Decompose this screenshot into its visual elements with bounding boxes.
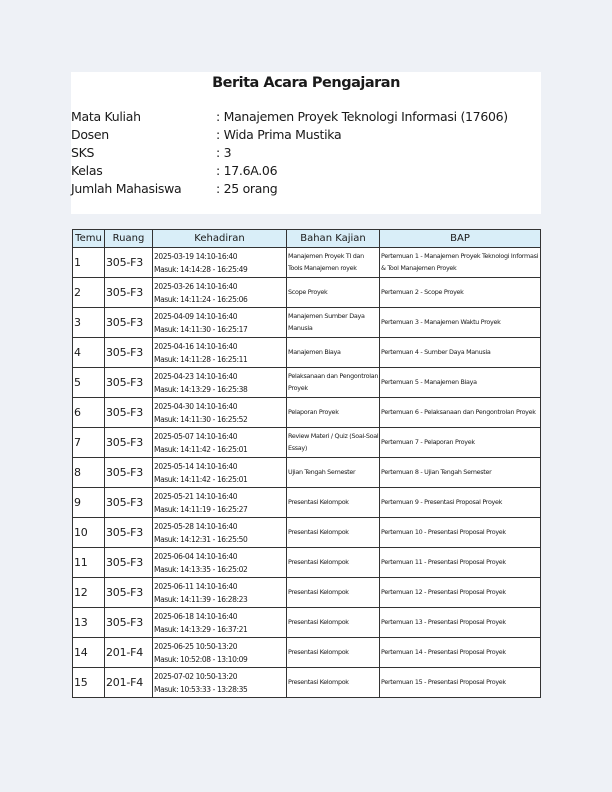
cell-kehadiran — [153, 578, 287, 608]
attendance-time: Masuk: 14:13:29 - 16:37:21 — [154, 624, 248, 634]
column-header-ruang: Ruang — [105, 230, 153, 248]
cell-bahan-kajian: Pelaporan Proyek — [287, 398, 380, 428]
cell-kehadiran — [153, 428, 287, 458]
attendance-time: Masuk: 14:11:30 - 16:25:52 — [154, 414, 248, 424]
cell-temu: 5 — [73, 368, 105, 398]
table-row — [73, 458, 541, 488]
cell-kehadiran — [153, 638, 287, 668]
cell-ruang: 305-F3 — [105, 488, 153, 518]
schedule-time: 2025-07-02 10:50-13:20 — [154, 671, 238, 681]
schedule-time: 2025-04-30 14:10-16:40 — [154, 401, 238, 411]
cell-temu: 11 — [73, 548, 105, 578]
cell-bap: Pertemuan 5 - Manajemen Biaya — [380, 368, 541, 398]
cell-bahan-kajian: Presentasi Kelompok — [287, 488, 380, 518]
cell-bahan-kajian: Presentasi Kelompok — [287, 518, 380, 548]
document-title: Berita Acara Pengajaran — [212, 75, 400, 91]
cell-temu: 10 — [73, 518, 105, 548]
table-header-row — [73, 230, 541, 248]
cell-kehadiran — [153, 518, 287, 548]
attendance-time: Masuk: 14:11:24 - 16:25:06 — [154, 294, 248, 304]
table-row — [73, 428, 541, 458]
attendance-time: Masuk: 14:12:31 - 16:25:50 — [154, 534, 248, 544]
cell-kehadiran — [153, 668, 287, 698]
schedule-time: 2025-03-19 14:10-16:40 — [154, 251, 238, 261]
cell-bahan-kajian: Presentasi Kelompok — [287, 638, 380, 668]
cell-bahan-kajian: Presentasi Kelompok — [287, 578, 380, 608]
info-label: Jumlah Mahasiswa — [71, 181, 182, 196]
cell-temu: 12 — [73, 578, 105, 608]
column-header-bap: BAP — [380, 230, 541, 248]
cell-bap: Pertemuan 8 - Ujian Tengah Semester — [380, 458, 541, 488]
cell-bahan-kajian: Presentasi Kelompok — [287, 608, 380, 638]
cell-temu: 7 — [73, 428, 105, 458]
cell-temu: 2 — [73, 278, 105, 308]
schedule-time: 2025-05-28 14:10-16:40 — [154, 521, 238, 531]
table-row — [73, 368, 541, 398]
schedule-time: 2025-03-26 14:10-16:40 — [154, 281, 238, 291]
cell-ruang: 305-F3 — [105, 518, 153, 548]
schedule-time: 2025-05-07 14:10-16:40 — [154, 431, 238, 441]
table-row — [73, 518, 541, 548]
cell-bahan-kajian: Review Materi / Quiz (Soal-Soal Essay) — [287, 428, 380, 458]
cell-kehadiran — [153, 398, 287, 428]
table-row — [73, 488, 541, 518]
info-label: Dosen — [71, 127, 109, 142]
attendance-time: Masuk: 14:13:29 - 16:25:38 — [154, 384, 248, 394]
attendance-time: Masuk: 14:11:28 - 16:25:11 — [154, 354, 248, 364]
cell-temu: 6 — [73, 398, 105, 428]
cell-temu: 14 — [73, 638, 105, 668]
attendance-time: Masuk: 14:11:30 - 16:25:17 — [154, 324, 248, 334]
cell-kehadiran — [153, 608, 287, 638]
cell-ruang: 305-F3 — [105, 398, 153, 428]
cell-kehadiran — [153, 458, 287, 488]
schedule-time: 2025-04-09 14:10-16:40 — [154, 311, 238, 321]
cell-kehadiran — [153, 548, 287, 578]
info-value: : Manajemen Proyek Teknologi Informasi (17606) — [216, 109, 508, 124]
info-label: SKS — [71, 145, 95, 160]
table-row — [73, 338, 541, 368]
table-row — [73, 308, 541, 338]
cell-kehadiran — [153, 248, 287, 278]
info-row-mata-kuliah — [71, 108, 508, 126]
cell-bahan-kajian: Presentasi Kelompok — [287, 668, 380, 698]
cell-temu: 8 — [73, 458, 105, 488]
column-header-temu: Temu — [73, 230, 105, 248]
info-label: Kelas — [71, 163, 103, 178]
table-row — [73, 398, 541, 428]
info-row-jumlah-mahasiswa — [71, 180, 508, 198]
info-value: : 3 — [216, 145, 232, 160]
cell-temu: 13 — [73, 608, 105, 638]
attendance-table — [72, 229, 541, 698]
attendance-time: Masuk: 14:14:28 - 16:25:49 — [154, 264, 248, 274]
info-value: : 25 orang — [216, 181, 278, 196]
cell-bap: Pertemuan 4 - Sumber Daya Manusia — [380, 338, 541, 368]
cell-kehadiran — [153, 368, 287, 398]
cell-ruang: 305-F3 — [105, 458, 153, 488]
cell-temu: 1 — [73, 248, 105, 278]
cell-bap: Pertemuan 10 - Presentasi Proposal Proyek — [380, 518, 541, 548]
cell-ruang: 305-F3 — [105, 308, 153, 338]
cell-ruang: 305-F3 — [105, 608, 153, 638]
cell-ruang: 201-F4 — [105, 668, 153, 698]
cell-bahan-kajian: Scope Proyek — [287, 278, 380, 308]
cell-ruang: 305-F3 — [105, 428, 153, 458]
schedule-time: 2025-04-23 14:10-16:40 — [154, 371, 238, 381]
cell-bahan-kajian: Ujian Tengah Semester — [287, 458, 380, 488]
table-row — [73, 278, 541, 308]
cell-kehadiran — [153, 488, 287, 518]
cell-temu: 3 — [73, 308, 105, 338]
table-row — [73, 578, 541, 608]
cell-kehadiran — [153, 338, 287, 368]
cell-temu: 9 — [73, 488, 105, 518]
attendance-time: Masuk: 10:53:33 - 13:28:35 — [154, 684, 248, 694]
table-body — [73, 248, 541, 698]
cell-bap: Pertemuan 15 - Presentasi Proposal Proyek — [380, 668, 541, 698]
schedule-time: 2025-05-21 14:10-16:40 — [154, 491, 238, 501]
info-value: : 17.6A.06 — [216, 163, 278, 178]
cell-bap: Pertemuan 12 - Presentasi Proposal Proyek — [380, 578, 541, 608]
cell-bahan-kajian: Manajemen Proyek TI dan Tools Manajemen royek — [287, 248, 380, 278]
cell-ruang: 305-F3 — [105, 248, 153, 278]
table-row — [73, 608, 541, 638]
table-row — [73, 668, 541, 698]
attendance-time: Masuk: 14:11:39 - 16:28:23 — [154, 594, 248, 604]
schedule-time: 2025-06-04 14:10-16:40 — [154, 551, 238, 561]
cell-bap: Pertemuan 6 - Pelaksanaan dan Pengontrolan Proyek — [380, 398, 541, 428]
attendance-time: Masuk: 14:11:42 - 16:25:01 — [154, 474, 248, 484]
cell-ruang: 305-F3 — [105, 368, 153, 398]
cell-bap: Pertemuan 13 - Presentasi Proposal Proyek — [380, 608, 541, 638]
cell-bap: Pertemuan 9 - Presentasi Proposal Proyek — [380, 488, 541, 518]
header-card — [71, 72, 541, 214]
table-row — [73, 548, 541, 578]
cell-ruang: 305-F3 — [105, 338, 153, 368]
cell-bap: Pertemuan 1 - Manajemen Proyek Teknologi Informasi & Tool Manajemen Proyek — [380, 248, 541, 278]
schedule-time: 2025-06-18 14:10-16:40 — [154, 611, 238, 621]
cell-kehadiran — [153, 278, 287, 308]
attendance-time: Masuk: 10:52:08 - 13:10:09 — [154, 654, 248, 664]
table-row — [73, 638, 541, 668]
course-info — [71, 108, 508, 198]
info-label: Mata Kuliah — [71, 109, 141, 124]
schedule-time: 2025-06-25 10:50-13:20 — [154, 641, 238, 651]
cell-bahan-kajian: Pelaksanaan dan Pengontrolan Proyek — [287, 368, 380, 398]
cell-temu: 4 — [73, 338, 105, 368]
schedule-time: 2025-05-14 14:10-16:40 — [154, 461, 238, 471]
schedule-time: 2025-04-16 14:10-16:40 — [154, 341, 238, 351]
cell-bap: Pertemuan 3 - Manajemen Waktu Proyek — [380, 308, 541, 338]
column-header-bahan-kajian: Bahan Kajian — [287, 230, 380, 248]
cell-temu: 15 — [73, 668, 105, 698]
cell-bahan-kajian: Presentasi Kelompok — [287, 548, 380, 578]
info-row-dosen — [71, 126, 508, 144]
schedule-time: 2025-06-11 14:10-16:40 — [154, 581, 238, 591]
cell-bap: Pertemuan 2 - Scope Proyek — [380, 278, 541, 308]
attendance-time: Masuk: 14:13:35 - 16:25:02 — [154, 564, 248, 574]
column-header-kehadiran: Kehadiran — [153, 230, 287, 248]
info-row-kelas — [71, 162, 508, 180]
attendance-time: Masuk: 14:11:19 - 16:25:27 — [154, 504, 248, 514]
cell-ruang: 305-F3 — [105, 548, 153, 578]
cell-kehadiran — [153, 308, 287, 338]
cell-ruang: 305-F3 — [105, 278, 153, 308]
cell-bahan-kajian: Manajemen Sumber Daya Manusia — [287, 308, 380, 338]
table-row — [73, 248, 541, 278]
cell-bap: Pertemuan 11 - Presentasi Proposal Proyek — [380, 548, 541, 578]
info-value: : Wida Prima Mustika — [216, 127, 342, 142]
cell-bahan-kajian: Manajemen Biaya — [287, 338, 380, 368]
info-row-sks — [71, 144, 508, 162]
cell-bap: Pertemuan 14 - Presentasi Proposal Proyek — [380, 638, 541, 668]
cell-ruang: 305-F3 — [105, 578, 153, 608]
cell-bap: Pertemuan 7 - Pelaporan Proyek — [380, 428, 541, 458]
cell-ruang: 201-F4 — [105, 638, 153, 668]
attendance-time: Masuk: 14:11:42 - 16:25:01 — [154, 444, 248, 454]
